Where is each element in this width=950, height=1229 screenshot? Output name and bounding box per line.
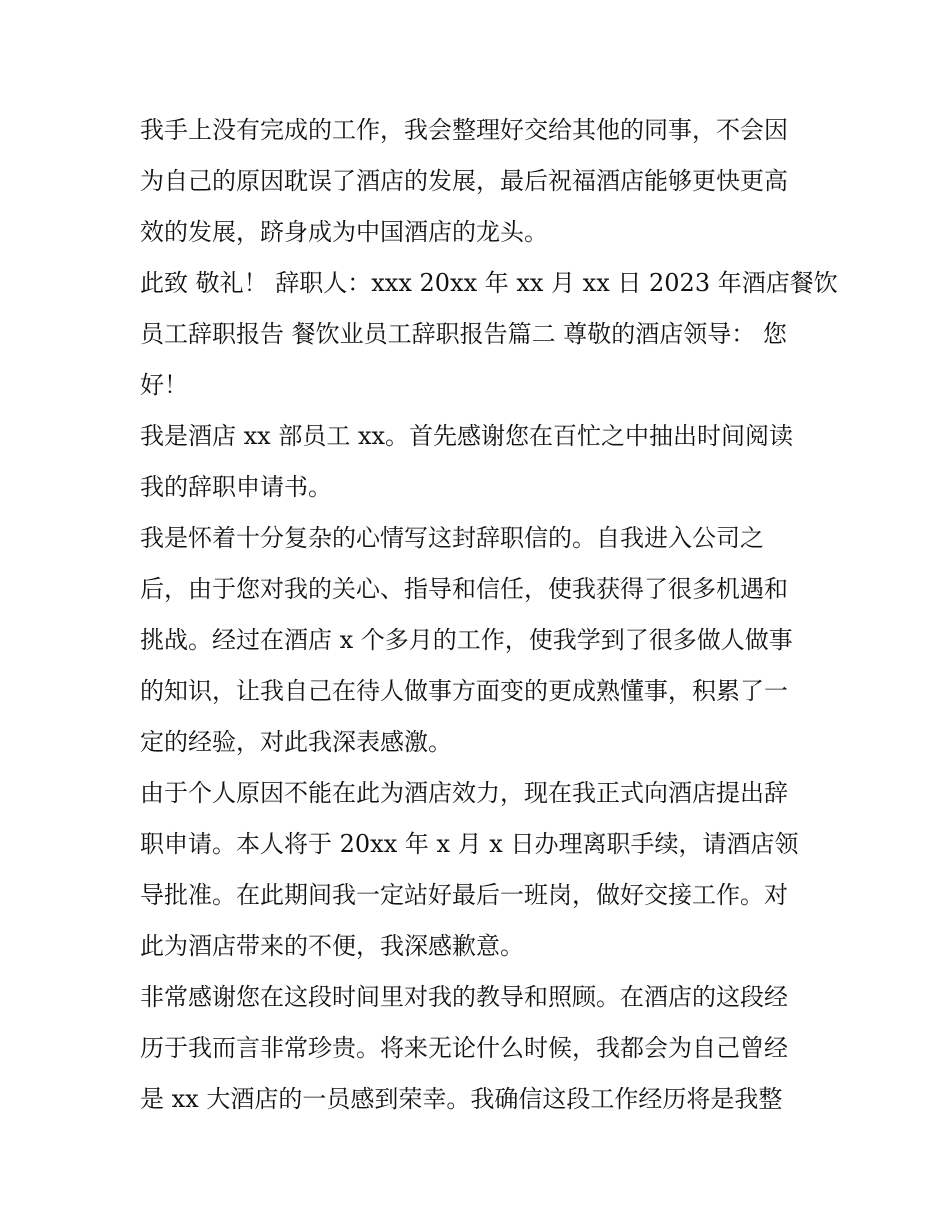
paragraph-closing-and-salutation [140, 258, 838, 411]
paragraph-thanks [140, 972, 810, 1125]
text-line: 的知识，让我自己在待人做事方面变的更成熟懂事，积累了一 [140, 677, 788, 705]
text-line: 员工辞职报告 餐饮业员工辞职报告篇二 尊敬的酒店领导： 您 [140, 320, 787, 348]
text-line: 此为酒店带来的不便，我深感歉意。 [140, 932, 524, 960]
paragraph-gratitude [140, 513, 810, 768]
text-line: 我是酒店 xx 部员工 xx。首先感谢您在百忙之中抽出时间阅读 [140, 422, 794, 450]
text-line: 是 xx 大酒店的一员感到荣幸。我确信这段工作经历将是我整 [140, 1085, 783, 1113]
text-line: 由于个人原因不能在此为酒店效力，现在我正式向酒店提出辞 [140, 779, 788, 807]
text-line: 此致 敬礼！ 辞职人：xxx 20xx 年 xx 月 xx 日 2023 年酒店餐饮 [140, 269, 838, 297]
text-line: 我是怀着十分复杂的心情写这封辞职信的。自我进入公司之 [140, 524, 764, 552]
paragraph-handover [140, 105, 810, 258]
text-line: 非常感谢您在这段时间里对我的教导和照顾。在酒店的这段经 [140, 983, 788, 1011]
text-line: 历于我而言非常珍贵。将来无论什么时候，我都会为自己曾经 [140, 1034, 788, 1062]
text-line: 效的发展，跻身成为中国酒店的龙头。 [140, 218, 548, 246]
text-line: 后，由于您对我的关心、指导和信任，使我获得了很多机遇和 [140, 575, 788, 603]
text-line: 我的辞职申请书。 [140, 473, 332, 501]
document-body [140, 105, 838, 1125]
text-line: 职申请。本人将于 20xx 年 x 月 x 日办理离职手续，请酒店领 [140, 830, 799, 858]
text-line: 好！ [140, 371, 188, 399]
paragraph-introduction [140, 411, 810, 513]
paragraph-resignation-request [140, 768, 810, 972]
text-line: 我手上没有完成的工作，我会整理好交给其他的同事，不会因 [140, 116, 788, 144]
text-line: 挑战。经过在酒店 x 个多月的工作，使我学到了很多做人做事 [140, 626, 793, 654]
text-line: 定的经验，对此我深表感激。 [140, 728, 452, 756]
text-line: 导批准。在此期间我一定站好最后一班岗，做好交接工作。对 [140, 881, 788, 909]
text-line: 为自己的原因耽误了酒店的发展，最后祝福酒店能够更快更高 [140, 167, 788, 195]
